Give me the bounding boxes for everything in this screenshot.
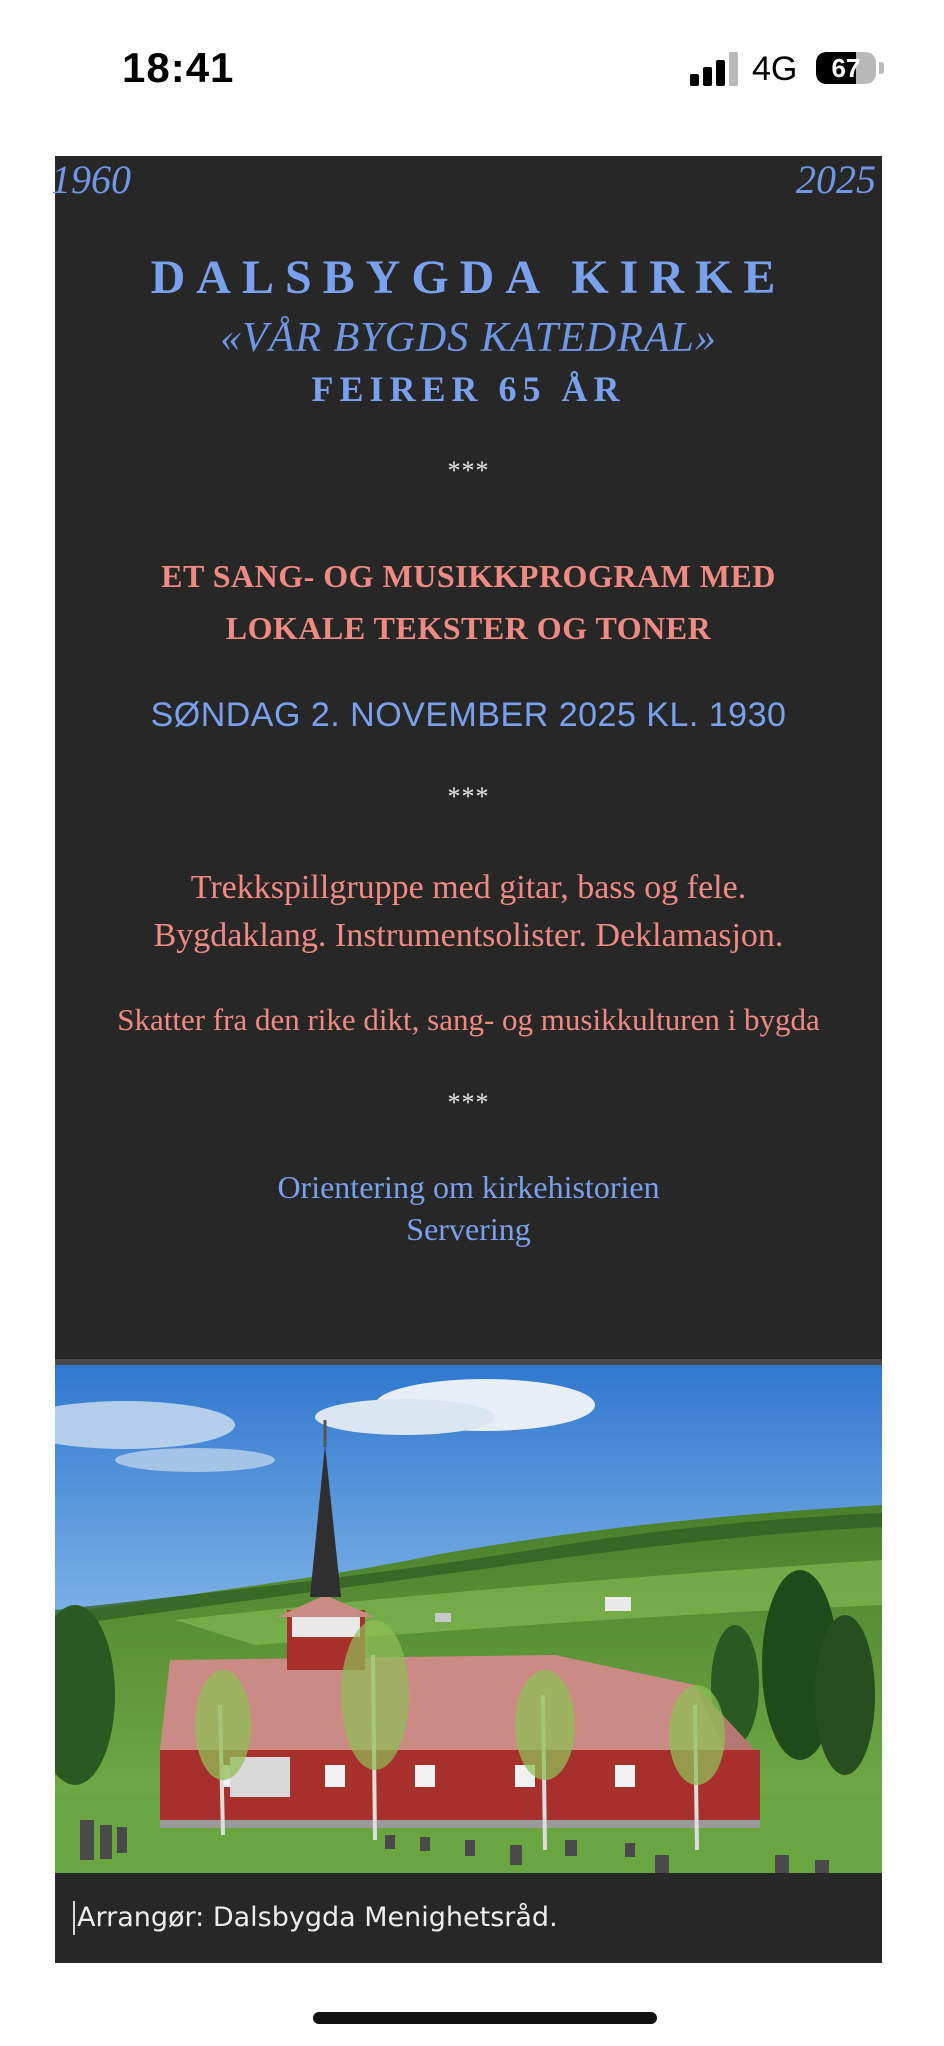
separator-stars: *** <box>447 1088 490 1117</box>
spruce-tree <box>815 1615 875 1775</box>
lineup-line-1: Trekkspillgruppe med gitar, bass og fele. <box>190 869 747 906</box>
cloud <box>315 1399 495 1435</box>
treasures-text: Skatter fra den rike dikt, sang- og musikkulturen i bygda <box>117 1002 820 1037</box>
poster-subtitle: «VÅR BYGDS KATEDRAL» <box>220 315 717 361</box>
separator-stars: *** <box>447 782 490 811</box>
organizer-text: Arrangør: Dalsbygda Menighetsråd. <box>73 1901 558 1935</box>
year-start: 1960 <box>51 157 131 202</box>
church-window <box>615 1765 635 1787</box>
poster-title: DALSBYGDA KIRKE <box>150 251 787 304</box>
battery-level: 67 <box>831 53 861 83</box>
signal-strength-icon <box>690 52 738 86</box>
event-info <box>55 1166 882 1250</box>
event-poster <box>51 156 882 1365</box>
info-line-2: Servering <box>406 1211 531 1247</box>
church-photo <box>55 1365 882 1873</box>
lineup-line-2: Bygdaklang. Instrumentsolister. Deklamasjon. <box>153 917 784 954</box>
home-indicator[interactable] <box>313 2012 657 2024</box>
info-line-1: Orientering om kirkehistorien <box>277 1169 660 1205</box>
program-line-2: LOKALE TEKSTER OG TONER <box>225 610 712 646</box>
farmhouse <box>605 1597 631 1611</box>
program-line-1: ET SANG- OG MUSIKKPROGRAM MED <box>161 558 776 594</box>
year-end: 2025 <box>796 157 876 202</box>
battery-nub <box>879 62 884 74</box>
church-foundation <box>160 1820 760 1828</box>
battery-icon <box>816 52 876 84</box>
network-type: 4G <box>752 50 798 88</box>
program-heading <box>55 550 882 654</box>
cloud <box>115 1448 275 1472</box>
farmhouse <box>435 1613 451 1622</box>
status-time: 18:41 <box>122 44 235 91</box>
anniversary-text: FEIRER 65 ÅR <box>311 369 626 409</box>
event-date: SØNDAG 2. NOVEMBER 2025 KL. 1930 <box>150 696 787 734</box>
church-window <box>415 1765 435 1787</box>
separator-stars: *** <box>447 456 490 485</box>
status-bar <box>0 0 944 140</box>
tower-belfry <box>292 1617 360 1637</box>
church-window <box>325 1765 345 1787</box>
performer-lineup <box>55 864 882 960</box>
organizer-caption-bar <box>55 1873 882 1963</box>
